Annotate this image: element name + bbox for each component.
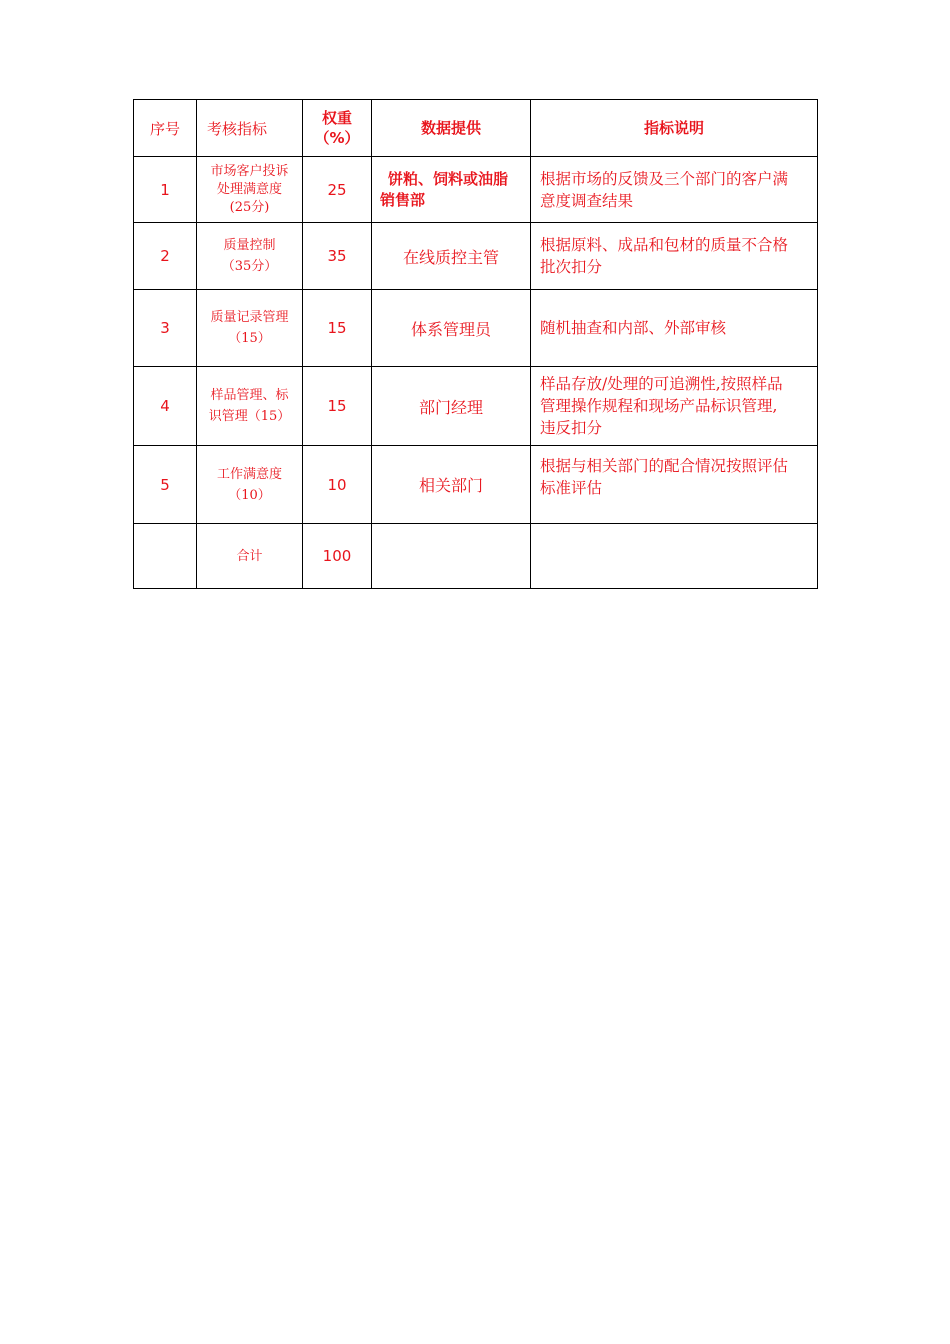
kpi-table — [133, 99, 818, 589]
cell-description-line: 意度调查结果 — [540, 191, 634, 210]
cell-indicator-line: （10） — [228, 487, 271, 503]
header-weight — [303, 100, 372, 157]
cell-description-line: 根据原料、成品和包材的质量不合格 — [540, 236, 789, 254]
cell-total-weight: 100 — [303, 524, 372, 589]
cell-description-line: 违反扣分 — [540, 419, 603, 437]
cell-indicator-line: 质量控制 — [223, 238, 276, 253]
cell-seq: 5 — [134, 446, 197, 524]
cell-indicator-line: 样品管理、标 — [210, 388, 289, 403]
cell-indicator-line: 识管理（15） — [208, 409, 291, 424]
table-row — [134, 367, 818, 446]
cell-source — [372, 524, 531, 589]
table-row — [134, 157, 818, 223]
cell-weight: 25 — [303, 157, 372, 223]
cell-description — [531, 223, 818, 290]
cell-weight: 15 — [303, 290, 372, 367]
cell-description — [531, 157, 818, 223]
cell-source-line: 销售部 — [380, 190, 426, 209]
cell-indicator — [197, 290, 303, 367]
cell-seq: 1 — [134, 157, 197, 223]
cell-description-line: 标准评估 — [540, 479, 603, 497]
cell-seq — [134, 524, 197, 589]
cell-indicator-line: (25分) — [229, 199, 270, 215]
table-row — [134, 223, 818, 290]
cell-description — [531, 446, 818, 524]
cell-description-line: 样品存放/处理的可追溯性,按照样品 — [540, 375, 783, 393]
cell-indicator-line: 工作满意度 — [216, 466, 282, 482]
header-seq: 序号 — [134, 100, 197, 157]
cell-description-line: 批次扣分 — [540, 258, 603, 276]
header-weight-line1: 权重 — [321, 109, 352, 127]
cell-seq: 4 — [134, 367, 197, 446]
cell-source — [372, 157, 531, 223]
table-header-row — [134, 100, 818, 157]
cell-source: 相关部门 — [372, 446, 531, 524]
header-source: 数据提供 — [372, 100, 531, 157]
cell-description-line: 根据与相关部门的配合情况按照评估 — [540, 457, 789, 475]
header-indicator: 考核指标 — [197, 100, 303, 157]
table-total-row — [134, 524, 818, 589]
cell-description: 随机抽查和内部、外部审核 — [531, 290, 818, 367]
cell-description — [531, 524, 818, 589]
cell-weight: 15 — [303, 367, 372, 446]
header-weight-line2: （%） — [314, 129, 360, 147]
table-row — [134, 446, 818, 524]
cell-seq: 2 — [134, 223, 197, 290]
cell-indicator-line: （35分） — [221, 259, 278, 274]
cell-indicator — [197, 446, 303, 524]
cell-weight: 10 — [303, 446, 372, 524]
table-row — [134, 290, 818, 367]
header-description: 指标说明 — [531, 100, 818, 157]
cell-description-line: 管理操作规程和现场产品标识管理, — [540, 397, 778, 415]
cell-seq: 3 — [134, 290, 197, 367]
cell-indicator-line: 质量记录管理 — [210, 310, 289, 325]
cell-source: 在线质控主管 — [372, 223, 531, 290]
cell-indicator — [197, 157, 303, 223]
cell-indicator — [197, 223, 303, 290]
cell-source: 体系管理员 — [372, 290, 531, 367]
cell-source-line: 饼粕、饲料或油脂 — [388, 169, 509, 188]
cell-description-line: 根据市场的反馈及三个部门的客户满 — [540, 169, 789, 188]
cell-indicator-line: 市场客户投诉 — [210, 163, 289, 179]
cell-source: 部门经理 — [372, 367, 531, 446]
cell-weight: 35 — [303, 223, 372, 290]
cell-indicator-line: 处理满意度 — [216, 181, 282, 197]
cell-total-label: 合计 — [197, 524, 303, 589]
cell-description — [531, 367, 818, 446]
cell-indicator-line: （15） — [228, 331, 271, 346]
cell-indicator — [197, 367, 303, 446]
